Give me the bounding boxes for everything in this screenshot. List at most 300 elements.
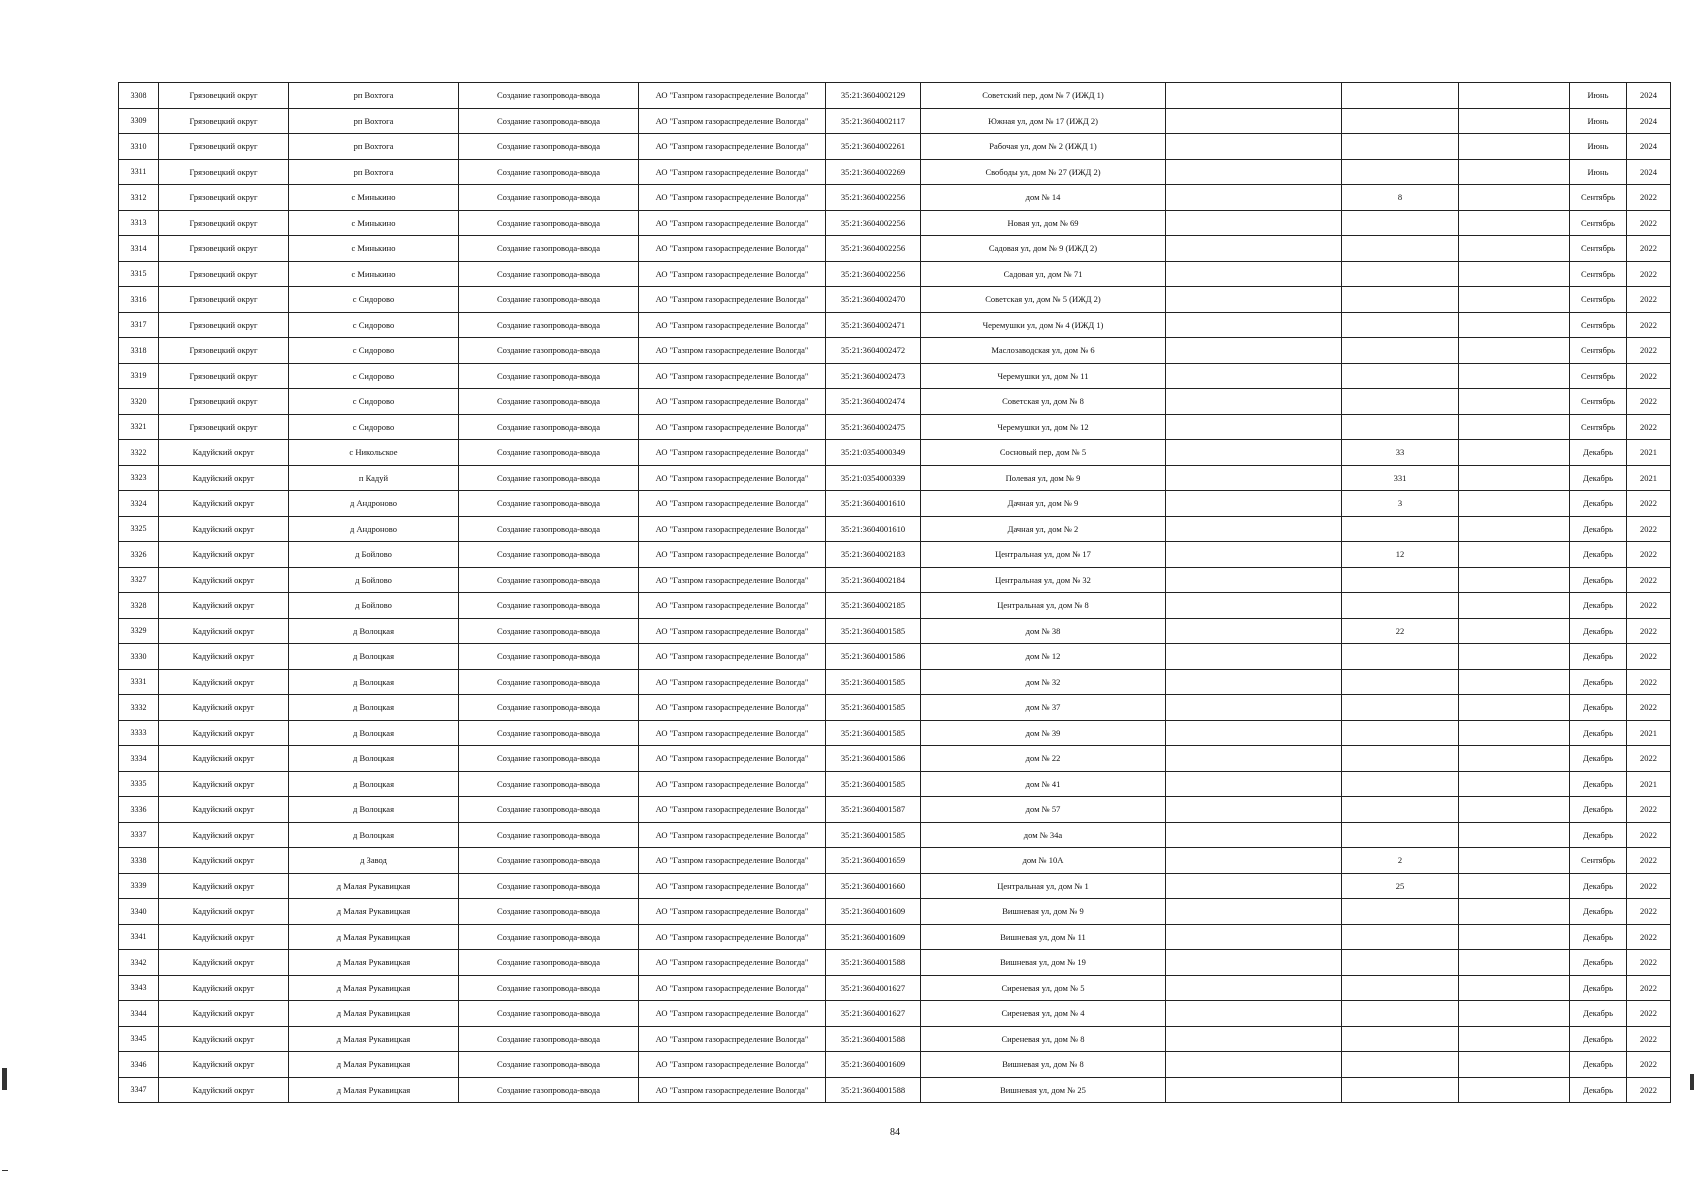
address-cell: Черемушки ул, дом № 4 (ИЖД 1): [921, 312, 1166, 338]
work-type-cell: Создание газопровода-ввода: [459, 975, 639, 1001]
address-cell: Черемушки ул, дом № 12: [921, 414, 1166, 440]
object-id-cell: 35:21:3604001610: [826, 491, 921, 517]
address-cell: Новая ул, дом № 69: [921, 210, 1166, 236]
table-row: [119, 695, 1671, 721]
settlement-cell: д Бойлово: [289, 567, 459, 593]
organization-cell: АО "Газпром газораспределение Вологда": [639, 1026, 826, 1052]
settlement-cell: д Волоцкая: [289, 771, 459, 797]
extra-col-2-cell: [1459, 363, 1570, 389]
organization-cell: АО "Газпром газораспределение Вологда": [639, 618, 826, 644]
extra-col-1-cell: [1166, 159, 1342, 185]
table-row: [119, 389, 1671, 415]
work-type-cell: Создание газопровода-ввода: [459, 899, 639, 925]
year-cell: 2022: [1627, 950, 1671, 976]
row-number-cell: 3325: [119, 516, 159, 542]
object-id-cell: 35:21:3604002117: [826, 108, 921, 134]
month-cell: Сентябрь: [1570, 236, 1627, 262]
organization-cell: АО "Газпром газораспределение Вологда": [639, 134, 826, 160]
quantity-cell: 12: [1342, 542, 1459, 568]
row-number-cell: 3309: [119, 108, 159, 134]
organization-cell: АО "Газпром газораспределение Вологда": [639, 975, 826, 1001]
address-cell: Советская ул, дом № 5 (ИЖД 2): [921, 287, 1166, 313]
address-cell: Центральная ул, дом № 17: [921, 542, 1166, 568]
object-id-cell: 35:21:3604002256: [826, 236, 921, 262]
year-cell: 2022: [1627, 210, 1671, 236]
row-number-cell: 3316: [119, 287, 159, 313]
month-cell: Декабрь: [1570, 440, 1627, 466]
extra-col-1-cell: [1166, 1001, 1342, 1027]
work-type-cell: Создание газопровода-ввода: [459, 210, 639, 236]
address-cell: дом № 37: [921, 695, 1166, 721]
table-row: [119, 312, 1671, 338]
month-cell: Июнь: [1570, 159, 1627, 185]
row-number-cell: 3327: [119, 567, 159, 593]
year-cell: 2022: [1627, 542, 1671, 568]
district-cell: Грязовецкий округ: [159, 210, 289, 236]
table-row: [119, 797, 1671, 823]
work-type-cell: Создание газопровода-ввода: [459, 1001, 639, 1027]
organization-cell: АО "Газпром газораспределение Вологда": [639, 899, 826, 925]
address-cell: дом № 41: [921, 771, 1166, 797]
extra-col-1-cell: [1166, 338, 1342, 364]
extra-col-2-cell: [1459, 185, 1570, 211]
object-id-cell: 35:21:3604001586: [826, 746, 921, 772]
work-type-cell: Создание газопровода-ввода: [459, 618, 639, 644]
district-cell: Кадуйский округ: [159, 465, 289, 491]
month-cell: Декабрь: [1570, 899, 1627, 925]
address-cell: Садовая ул, дом № 71: [921, 261, 1166, 287]
work-type-cell: Создание газопровода-ввода: [459, 134, 639, 160]
month-cell: Декабрь: [1570, 873, 1627, 899]
extra-col-2-cell: [1459, 465, 1570, 491]
quantity-cell: 25: [1342, 873, 1459, 899]
year-cell: 2022: [1627, 873, 1671, 899]
extra-col-1-cell: [1166, 312, 1342, 338]
quantity-cell: 8: [1342, 185, 1459, 211]
quantity-cell: [1342, 822, 1459, 848]
work-type-cell: Создание газопровода-ввода: [459, 720, 639, 746]
quantity-cell: [1342, 414, 1459, 440]
address-cell: Сиреневая ул, дом № 8: [921, 1026, 1166, 1052]
extra-col-1-cell: [1166, 363, 1342, 389]
organization-cell: АО "Газпром газораспределение Вологда": [639, 159, 826, 185]
table-row: [119, 440, 1671, 466]
work-type-cell: Создание газопровода-ввода: [459, 771, 639, 797]
table-row: [119, 414, 1671, 440]
year-cell: 2022: [1627, 899, 1671, 925]
address-cell: Южная ул, дом № 17 (ИЖД 2): [921, 108, 1166, 134]
extra-col-1-cell: [1166, 542, 1342, 568]
quantity-cell: [1342, 1052, 1459, 1078]
work-type-cell: Создание газопровода-ввода: [459, 1026, 639, 1052]
month-cell: Сентябрь: [1570, 261, 1627, 287]
object-id-cell: 35:21:3604002256: [826, 261, 921, 287]
settlement-cell: д Волоцкая: [289, 669, 459, 695]
settlement-cell: д Андроново: [289, 516, 459, 542]
object-id-cell: 35:21:3604002256: [826, 185, 921, 211]
settlement-cell: с Сидорово: [289, 363, 459, 389]
year-cell: 2022: [1627, 414, 1671, 440]
organization-cell: АО "Газпром газораспределение Вологда": [639, 848, 826, 874]
row-number-cell: 3341: [119, 924, 159, 950]
extra-col-2-cell: [1459, 720, 1570, 746]
work-type-cell: Создание газопровода-ввода: [459, 159, 639, 185]
row-number-cell: 3321: [119, 414, 159, 440]
organization-cell: АО "Газпром газораспределение Вологда": [639, 261, 826, 287]
settlement-cell: д Малая Рукавицкая: [289, 1077, 459, 1103]
address-cell: дом № 57: [921, 797, 1166, 823]
address-cell: Сосновый пер, дом № 5: [921, 440, 1166, 466]
extra-col-2-cell: [1459, 134, 1570, 160]
settlement-cell: рп Вохтога: [289, 83, 459, 109]
district-cell: Кадуйский округ: [159, 669, 289, 695]
table-row: [119, 899, 1671, 925]
year-cell: 2021: [1627, 720, 1671, 746]
district-cell: Кадуйский округ: [159, 567, 289, 593]
district-cell: Кадуйский округ: [159, 873, 289, 899]
year-cell: 2022: [1627, 822, 1671, 848]
object-id-cell: 35:21:3604002261: [826, 134, 921, 160]
address-cell: дом № 14: [921, 185, 1166, 211]
quantity-cell: [1342, 236, 1459, 262]
extra-col-1-cell: [1166, 669, 1342, 695]
table-row: [119, 746, 1671, 772]
settlement-cell: д Малая Рукавицкая: [289, 950, 459, 976]
quantity-cell: [1342, 720, 1459, 746]
extra-col-1-cell: [1166, 261, 1342, 287]
settlement-cell: рп Вохтога: [289, 159, 459, 185]
organization-cell: АО "Газпром газораспределение Вологда": [639, 312, 826, 338]
settlement-cell: рп Вохтога: [289, 108, 459, 134]
table-row: [119, 83, 1671, 109]
settlement-cell: д Малая Рукавицкая: [289, 1026, 459, 1052]
table-row: [119, 542, 1671, 568]
organization-cell: АО "Газпром газораспределение Вологда": [639, 1077, 826, 1103]
row-number-cell: 3318: [119, 338, 159, 364]
scan-margin-mark: [1690, 1074, 1694, 1090]
district-cell: Кадуйский округ: [159, 1052, 289, 1078]
district-cell: Грязовецкий округ: [159, 108, 289, 134]
month-cell: Сентябрь: [1570, 185, 1627, 211]
object-id-cell: 35:21:3604002183: [826, 542, 921, 568]
object-id-cell: 35:21:3604002470: [826, 287, 921, 313]
settlement-cell: д Бойлово: [289, 542, 459, 568]
extra-col-1-cell: [1166, 695, 1342, 721]
district-cell: Грязовецкий округ: [159, 261, 289, 287]
month-cell: Декабрь: [1570, 771, 1627, 797]
settlement-cell: д Малая Рукавицкая: [289, 924, 459, 950]
work-type-cell: Создание газопровода-ввода: [459, 363, 639, 389]
organization-cell: АО "Газпром газораспределение Вологда": [639, 669, 826, 695]
year-cell: 2022: [1627, 567, 1671, 593]
row-number-cell: 3340: [119, 899, 159, 925]
organization-cell: АО "Газпром газораспределение Вологда": [639, 1001, 826, 1027]
year-cell: 2022: [1627, 975, 1671, 1001]
year-cell: 2022: [1627, 695, 1671, 721]
extra-col-1-cell: [1166, 1077, 1342, 1103]
extra-col-1-cell: [1166, 593, 1342, 619]
object-id-cell: 35:21:3604001610: [826, 516, 921, 542]
row-number-cell: 3344: [119, 1001, 159, 1027]
extra-col-1-cell: [1166, 389, 1342, 415]
table-row: [119, 975, 1671, 1001]
month-cell: Декабрь: [1570, 465, 1627, 491]
settlement-cell: д Волоцкая: [289, 822, 459, 848]
quantity-cell: [1342, 389, 1459, 415]
year-cell: 2024: [1627, 159, 1671, 185]
address-cell: Советская ул, дом № 8: [921, 389, 1166, 415]
work-type-cell: Создание газопровода-ввода: [459, 1077, 639, 1103]
year-cell: 2022: [1627, 593, 1671, 619]
year-cell: 2022: [1627, 236, 1671, 262]
extra-col-2-cell: [1459, 975, 1570, 1001]
month-cell: Декабрь: [1570, 1026, 1627, 1052]
organization-cell: АО "Газпром газораспределение Вологда": [639, 950, 826, 976]
object-id-cell: 35:21:3604001585: [826, 669, 921, 695]
row-number-cell: 3332: [119, 695, 159, 721]
work-type-cell: Создание газопровода-ввода: [459, 491, 639, 517]
row-number-cell: 3331: [119, 669, 159, 695]
quantity-cell: [1342, 924, 1459, 950]
settlement-cell: д Завод: [289, 848, 459, 874]
year-cell: 2022: [1627, 516, 1671, 542]
table-row: [119, 236, 1671, 262]
object-id-cell: 35:21:0354000339: [826, 465, 921, 491]
object-id-cell: 35:21:3604001659: [826, 848, 921, 874]
settlement-cell: с Минькино: [289, 185, 459, 211]
organization-cell: АО "Газпром газораспределение Вологда": [639, 108, 826, 134]
district-cell: Кадуйский округ: [159, 644, 289, 670]
year-cell: 2022: [1627, 644, 1671, 670]
month-cell: Декабрь: [1570, 567, 1627, 593]
table-row: [119, 491, 1671, 517]
month-cell: Сентябрь: [1570, 338, 1627, 364]
month-cell: Декабрь: [1570, 542, 1627, 568]
month-cell: Декабрь: [1570, 644, 1627, 670]
object-id-cell: 35:21:3604002256: [826, 210, 921, 236]
work-type-cell: Создание газопровода-ввода: [459, 108, 639, 134]
district-cell: Кадуйский округ: [159, 516, 289, 542]
month-cell: Сентябрь: [1570, 312, 1627, 338]
quantity-cell: [1342, 261, 1459, 287]
district-cell: Грязовецкий округ: [159, 287, 289, 313]
quantity-cell: [1342, 159, 1459, 185]
object-id-cell: 35:21:3604001585: [826, 822, 921, 848]
work-type-cell: Создание газопровода-ввода: [459, 261, 639, 287]
row-number-cell: 3347: [119, 1077, 159, 1103]
address-cell: дом № 10А: [921, 848, 1166, 874]
district-cell: Кадуйский округ: [159, 440, 289, 466]
table-row: [119, 1052, 1671, 1078]
district-cell: Кадуйский округ: [159, 720, 289, 746]
quantity-cell: [1342, 363, 1459, 389]
organization-cell: АО "Газпром газораспределение Вологда": [639, 873, 826, 899]
extra-col-1-cell: [1166, 287, 1342, 313]
extra-col-2-cell: [1459, 210, 1570, 236]
extra-col-1-cell: [1166, 83, 1342, 109]
row-number-cell: 3326: [119, 542, 159, 568]
quantity-cell: [1342, 210, 1459, 236]
settlement-cell: д Волоцкая: [289, 720, 459, 746]
settlement-cell: с Сидорово: [289, 287, 459, 313]
row-number-cell: 3312: [119, 185, 159, 211]
organization-cell: АО "Газпром газораспределение Вологда": [639, 338, 826, 364]
row-number-cell: 3308: [119, 83, 159, 109]
work-type-cell: Создание газопровода-ввода: [459, 542, 639, 568]
settlement-cell: с Никольское: [289, 440, 459, 466]
district-cell: Грязовецкий округ: [159, 185, 289, 211]
district-cell: Кадуйский округ: [159, 491, 289, 517]
table-row: [119, 338, 1671, 364]
work-type-cell: Создание газопровода-ввода: [459, 287, 639, 313]
extra-col-1-cell: [1166, 797, 1342, 823]
year-cell: 2022: [1627, 185, 1671, 211]
row-number-cell: 3313: [119, 210, 159, 236]
row-number-cell: 3338: [119, 848, 159, 874]
extra-col-2-cell: [1459, 236, 1570, 262]
extra-col-2-cell: [1459, 516, 1570, 542]
register-table: [118, 82, 1671, 1103]
extra-col-2-cell: [1459, 389, 1570, 415]
month-cell: Декабрь: [1570, 516, 1627, 542]
year-cell: 2022: [1627, 312, 1671, 338]
row-number-cell: 3329: [119, 618, 159, 644]
extra-col-2-cell: [1459, 771, 1570, 797]
month-cell: Сентябрь: [1570, 287, 1627, 313]
organization-cell: АО "Газпром газораспределение Вологда": [639, 542, 826, 568]
district-cell: Кадуйский округ: [159, 593, 289, 619]
object-id-cell: 35:21:3604001585: [826, 771, 921, 797]
table-row: [119, 669, 1671, 695]
row-number-cell: 3343: [119, 975, 159, 1001]
object-id-cell: 35:21:3604002473: [826, 363, 921, 389]
district-cell: Кадуйский округ: [159, 1001, 289, 1027]
work-type-cell: Создание газопровода-ввода: [459, 644, 639, 670]
year-cell: 2022: [1627, 797, 1671, 823]
address-cell: Садовая ул, дом № 9 (ИЖД 2): [921, 236, 1166, 262]
extra-col-2-cell: [1459, 1077, 1570, 1103]
extra-col-2-cell: [1459, 950, 1570, 976]
year-cell: 2021: [1627, 771, 1671, 797]
scan-margin-mark: [2, 1170, 8, 1171]
year-cell: 2022: [1627, 848, 1671, 874]
work-type-cell: Создание газопровода-ввода: [459, 695, 639, 721]
month-cell: Декабрь: [1570, 1052, 1627, 1078]
work-type-cell: Создание газопровода-ввода: [459, 593, 639, 619]
month-cell: Сентябрь: [1570, 210, 1627, 236]
extra-col-2-cell: [1459, 873, 1570, 899]
district-cell: Кадуйский округ: [159, 822, 289, 848]
month-cell: Декабрь: [1570, 695, 1627, 721]
settlement-cell: д Волоцкая: [289, 644, 459, 670]
organization-cell: АО "Газпром газораспределение Вологда": [639, 797, 826, 823]
district-cell: Кадуйский округ: [159, 1026, 289, 1052]
row-number-cell: 3333: [119, 720, 159, 746]
row-number-cell: 3336: [119, 797, 159, 823]
object-id-cell: 35:21:3604001609: [826, 1052, 921, 1078]
settlement-cell: д Малая Рукавицкая: [289, 1001, 459, 1027]
work-type-cell: Создание газопровода-ввода: [459, 848, 639, 874]
organization-cell: АО "Газпром газораспределение Вологда": [639, 389, 826, 415]
address-cell: Центральная ул, дом № 1: [921, 873, 1166, 899]
object-id-cell: 35:21:3604001609: [826, 924, 921, 950]
extra-col-2-cell: [1459, 414, 1570, 440]
quantity-cell: [1342, 1077, 1459, 1103]
extra-col-1-cell: [1166, 516, 1342, 542]
district-cell: Кадуйский округ: [159, 618, 289, 644]
extra-col-1-cell: [1166, 210, 1342, 236]
table-row: [119, 363, 1671, 389]
table-row: [119, 1077, 1671, 1103]
year-cell: 2022: [1627, 1052, 1671, 1078]
district-cell: Кадуйский округ: [159, 899, 289, 925]
extra-col-1-cell: [1166, 567, 1342, 593]
month-cell: Июнь: [1570, 83, 1627, 109]
extra-col-2-cell: [1459, 593, 1570, 619]
quantity-cell: [1342, 899, 1459, 925]
district-cell: Грязовецкий округ: [159, 83, 289, 109]
row-number-cell: 3339: [119, 873, 159, 899]
table-row: [119, 210, 1671, 236]
table-row: [119, 848, 1671, 874]
organization-cell: АО "Газпром газораспределение Вологда": [639, 1052, 826, 1078]
row-number-cell: 3315: [119, 261, 159, 287]
address-cell: дом № 38: [921, 618, 1166, 644]
district-cell: Грязовецкий округ: [159, 338, 289, 364]
object-id-cell: 35:21:3604002475: [826, 414, 921, 440]
table-row: [119, 618, 1671, 644]
object-id-cell: 35:21:3604001585: [826, 618, 921, 644]
table-row: [119, 465, 1671, 491]
table-row: [119, 134, 1671, 160]
year-cell: 2022: [1627, 924, 1671, 950]
row-number-cell: 3345: [119, 1026, 159, 1052]
quantity-cell: [1342, 134, 1459, 160]
quantity-cell: [1342, 108, 1459, 134]
address-cell: Советский пер, дом № 7 (ИЖД 1): [921, 83, 1166, 109]
work-type-cell: Создание газопровода-ввода: [459, 414, 639, 440]
address-cell: дом № 32: [921, 669, 1166, 695]
quantity-cell: [1342, 593, 1459, 619]
month-cell: Декабрь: [1570, 822, 1627, 848]
extra-col-1-cell: [1166, 746, 1342, 772]
table-row: [119, 516, 1671, 542]
address-cell: Рабочая ул, дом № 2 (ИЖД 1): [921, 134, 1166, 160]
settlement-cell: с Минькино: [289, 261, 459, 287]
work-type-cell: Создание газопровода-ввода: [459, 440, 639, 466]
month-cell: Декабрь: [1570, 746, 1627, 772]
year-cell: 2022: [1627, 1026, 1671, 1052]
extra-col-2-cell: [1459, 746, 1570, 772]
quantity-cell: 22: [1342, 618, 1459, 644]
month-cell: Декабрь: [1570, 975, 1627, 1001]
object-id-cell: 35:21:3604001609: [826, 899, 921, 925]
month-cell: Декабрь: [1570, 669, 1627, 695]
work-type-cell: Создание газопровода-ввода: [459, 236, 639, 262]
object-id-cell: 35:21:3604001587: [826, 797, 921, 823]
extra-col-1-cell: [1166, 873, 1342, 899]
table-row: [119, 771, 1671, 797]
row-number-cell: 3314: [119, 236, 159, 262]
address-cell: Вишневая ул, дом № 25: [921, 1077, 1166, 1103]
settlement-cell: рп Вохтога: [289, 134, 459, 160]
extra-col-1-cell: [1166, 440, 1342, 466]
year-cell: 2022: [1627, 746, 1671, 772]
table-row: [119, 185, 1671, 211]
row-number-cell: 3320: [119, 389, 159, 415]
extra-col-1-cell: [1166, 108, 1342, 134]
extra-col-2-cell: [1459, 899, 1570, 925]
